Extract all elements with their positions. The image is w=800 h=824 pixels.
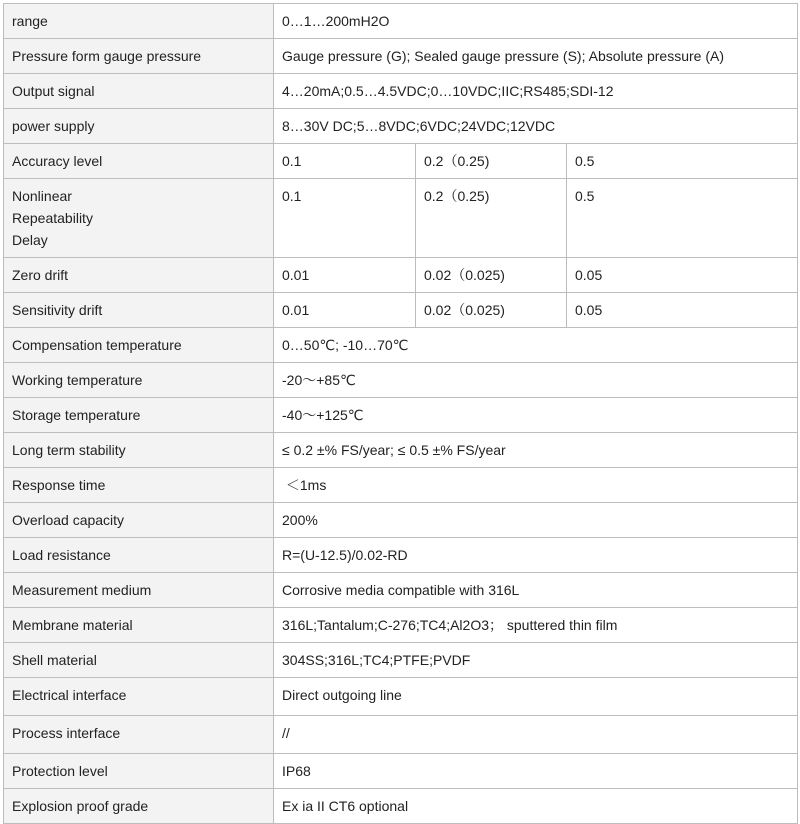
row-label: Accuracy level <box>4 144 274 179</box>
row-value-3: 0.05 <box>567 258 798 293</box>
table-row <box>4 109 798 144</box>
row-label: power supply <box>4 109 274 144</box>
row-value-3: 0.05 <box>567 293 798 328</box>
row-label: Response time <box>4 468 274 503</box>
table-row <box>4 363 798 398</box>
row-value-3: 0.5 <box>567 144 798 179</box>
row-label: range <box>4 4 274 39</box>
row-value-2: 0.02（0.025) <box>416 293 567 328</box>
row-label: Sensitivity drift <box>4 293 274 328</box>
row-value: Ex ia II CT6 optional <box>274 789 798 824</box>
row-value: 200% <box>274 503 798 538</box>
table-row <box>4 179 798 258</box>
row-label: Zero drift <box>4 258 274 293</box>
row-label: Protection level <box>4 754 274 789</box>
table-row <box>4 398 798 433</box>
row-label <box>4 179 274 258</box>
row-label: Pressure form gauge pressure <box>4 39 274 74</box>
table-row <box>4 328 798 363</box>
row-value-2: 0.2（0.25) <box>416 179 567 258</box>
row-label: Long term stability <box>4 433 274 468</box>
row-value: IP68 <box>274 754 798 789</box>
row-value-1: 0.01 <box>274 258 416 293</box>
row-value: ＜1ms <box>274 468 798 503</box>
row-value-1: 0.1 <box>274 179 416 258</box>
table-row <box>4 678 798 716</box>
table-row <box>4 643 798 678</box>
table-row <box>4 258 798 293</box>
row-value: -40～+125℃ <box>274 398 798 433</box>
row-label: Working temperature <box>4 363 274 398</box>
row-value: -20～+85℃ <box>274 363 798 398</box>
table-row <box>4 74 798 109</box>
row-value-3: 0.5 <box>567 179 798 258</box>
row-value: Corrosive media compatible with 316L <box>274 573 798 608</box>
row-value-2: 0.2（0.25) <box>416 144 567 179</box>
row-label: Output signal <box>4 74 274 109</box>
table-row <box>4 716 798 754</box>
row-value: 0…50℃; -10…70℃ <box>274 328 798 363</box>
row-label: Compensation temperature <box>4 328 274 363</box>
table-row <box>4 608 798 643</box>
row-value: // <box>274 716 798 754</box>
table-row <box>4 293 798 328</box>
row-value: 4…20mA;0.5…4.5VDC;0…10VDC;IIC;RS485;SDI-12 <box>274 74 798 109</box>
row-label: Explosion proof grade <box>4 789 274 824</box>
row-value: Gauge pressure (G); Sealed gauge pressure (S); Absolute pressure (A) <box>274 39 798 74</box>
row-label: Shell material <box>4 643 274 678</box>
table-row <box>4 468 798 503</box>
row-label: Measurement medium <box>4 573 274 608</box>
row-label: Load resistance <box>4 538 274 573</box>
table-row <box>4 144 798 179</box>
row-value-1: 0.01 <box>274 293 416 328</box>
row-label: Storage temperature <box>4 398 274 433</box>
row-value: 316L;Tantalum;C-276;TC4;Al2O3； sputtered thin film <box>274 608 798 643</box>
table-row <box>4 754 798 789</box>
table-row <box>4 433 798 468</box>
row-value: Direct outgoing line <box>274 678 798 716</box>
table-row <box>4 789 798 824</box>
row-value: 8…30V DC;5…8VDC;6VDC;24VDC;12VDC <box>274 109 798 144</box>
row-value: 304SS;316L;TC4;PTFE;PVDF <box>274 643 798 678</box>
row-label-text: Nonlinear Repeatability Delay <box>12 188 93 248</box>
table-row <box>4 538 798 573</box>
table-row <box>4 503 798 538</box>
spec-table <box>3 3 798 824</box>
row-label: Membrane material <box>4 608 274 643</box>
table-row <box>4 39 798 74</box>
row-value: R=(U-12.5)/0.02-RD <box>274 538 798 573</box>
row-label: Overload capacity <box>4 503 274 538</box>
row-label: Electrical interface <box>4 678 274 716</box>
row-value-1: 0.1 <box>274 144 416 179</box>
table-row <box>4 4 798 39</box>
row-value: 0…1…200mH2O <box>274 4 798 39</box>
row-value: ≤ 0.2 ±% FS/year; ≤ 0.5 ±% FS/year <box>274 433 798 468</box>
row-value-2: 0.02（0.025) <box>416 258 567 293</box>
row-label: Process interface <box>4 716 274 754</box>
table-row <box>4 573 798 608</box>
